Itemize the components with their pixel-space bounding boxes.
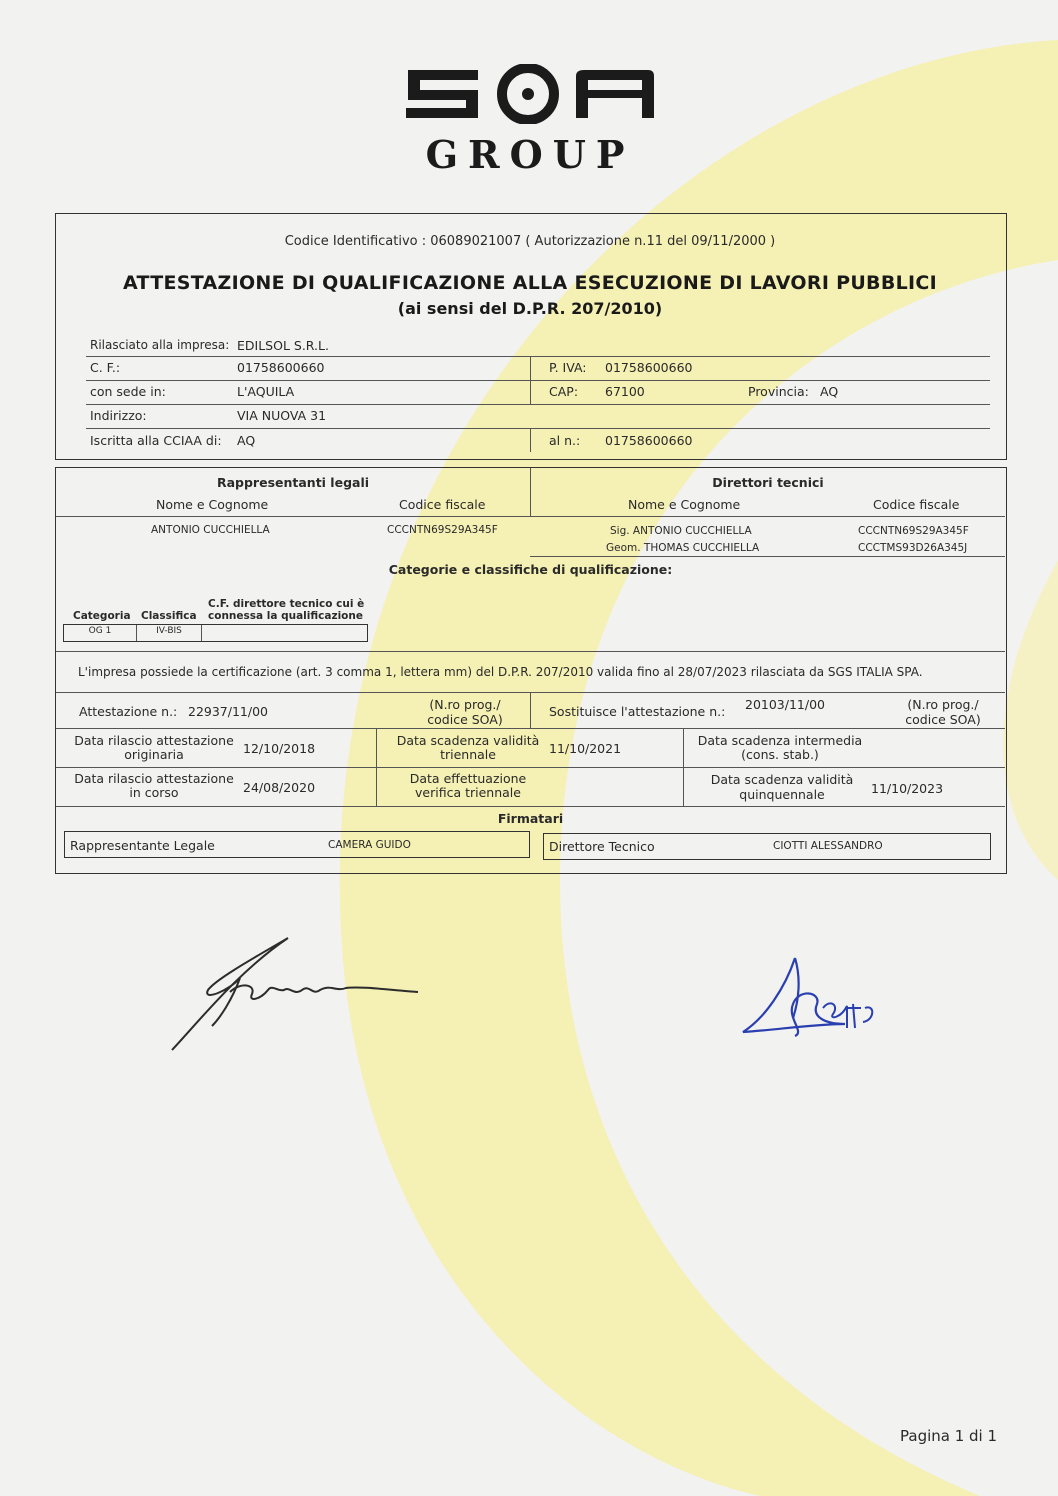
rappresentanti-title: Rappresentanti legali <box>216 475 370 490</box>
divider <box>530 356 531 380</box>
nro-prog-1b: codice SOA) <box>427 712 503 727</box>
data-scadenza-quinq-2: quinquennale <box>739 787 825 802</box>
sostituisce-label: Sostituisce l'attestazione n.: <box>549 704 726 719</box>
divider <box>86 356 990 357</box>
certificazione-text: L'impresa possiede la certificazione (art. 3 comma 1, lettera mm) del D.P.R. 207/2010 valida fino al 28/07/2023 rilasciata da SGS ITALIA SPA. <box>78 665 923 679</box>
signature-ciotti <box>735 948 880 1043</box>
nro-prog-1a: (N.ro prog./ <box>429 697 501 712</box>
nro-prog-2b: codice SOA) <box>905 712 981 727</box>
cciaa-label: Iscritta alla CCIAA di: <box>90 433 222 448</box>
attestazione-value: 22937/11/00 <box>188 704 268 719</box>
data-scadenza-trien-2: triennale <box>440 747 496 762</box>
categorie-col-classifica: Classifica <box>141 610 197 622</box>
page-title: ATTESTAZIONE DI QUALIFICAZIONE ALLA ESECUZIONE DI LAVORI PUBBLICI <box>122 272 938 294</box>
cf-label: C. F.: <box>90 360 121 375</box>
data-rilascio-corso-value: 24/08/2020 <box>243 780 316 795</box>
firmatario-rl-label: Rappresentante Legale <box>70 838 215 853</box>
data-verifica-2: verifica triennale <box>415 785 521 800</box>
data-scadenza-quinq-1: Data scadenza validità <box>710 772 854 787</box>
rilasciato-label: Rilasciato alla impresa: <box>90 338 230 352</box>
rappresentante-cf: CCCNTN69S29A345F <box>387 524 498 536</box>
direttori-col-nome: Nome e Cognome <box>628 497 741 512</box>
divider <box>56 516 1005 517</box>
codice-identificativo: Codice Identificativo : 06089021007 ( Autorizzazione n.11 del 09/11/2000 ) <box>284 234 776 249</box>
firmatario-rl-value: CAMERA GUIDO <box>328 839 411 851</box>
divider <box>86 404 990 405</box>
categorie-col-cf-1: C.F. direttore tecnico cui è <box>208 598 365 610</box>
firmatari-title: Firmatari <box>497 811 564 826</box>
page-subtitle: (ai sensi del D.P.R. 207/2010) <box>397 299 663 318</box>
rappresentante-nome: ANTONIO CUCCHIELLA <box>151 524 270 536</box>
data-scadenza-interm-1: Data scadenza intermedia <box>697 733 863 748</box>
data-rilascio-corso-2: in corso <box>129 785 179 800</box>
rilasciato-value: EDILSOL S.R.L. <box>237 338 329 353</box>
provincia-value: AQ <box>820 384 839 399</box>
data-verifica-1: Data effettuazione <box>409 771 527 786</box>
categorie-col-cf-2: connessa la qualificazione <box>208 610 363 622</box>
divider <box>530 380 531 404</box>
direttore-cf: CCCTMS93D26A345J <box>858 542 968 554</box>
direttore-cf: CCCNTN69S29A345F <box>858 525 969 537</box>
divider <box>86 380 990 381</box>
indirizzo-value: VIA NUOVA 31 <box>237 408 327 423</box>
aln-value: 01758600660 <box>605 433 693 448</box>
data-rilascio-orig-value: 12/10/2018 <box>243 741 316 756</box>
cap-value: 67100 <box>605 384 645 399</box>
categoria-value: OG 1 <box>88 626 112 636</box>
signature-camera <box>160 930 430 1060</box>
divider <box>56 767 1005 768</box>
data-rilascio-corso-1: Data rilascio attestazione <box>74 771 234 786</box>
data-scadenza-trien-value: 11/10/2021 <box>549 741 622 756</box>
piva-label: P. IVA: <box>549 360 587 375</box>
attestazione-label: Attestazione n.: <box>79 704 178 719</box>
cap-label: CAP: <box>549 384 579 399</box>
divider <box>56 806 1005 807</box>
cciaa-value: AQ <box>237 433 256 448</box>
cf-value: 01758600660 <box>237 360 325 375</box>
firmatario-dt-label: Direttore Tecnico <box>549 839 655 854</box>
categorie-title: Categorie e classifiche di qualificazione: <box>388 562 673 577</box>
aln-label: al n.: <box>549 433 581 448</box>
indirizzo-label: Indirizzo: <box>90 408 147 423</box>
divider <box>530 556 1005 557</box>
divider <box>530 428 531 452</box>
qualification-box <box>55 213 1007 460</box>
divider <box>530 692 531 728</box>
nro-prog-2a: (N.ro prog./ <box>907 697 979 712</box>
rappresentanti-col-nome: Nome e Cognome <box>156 497 269 512</box>
direttori-title: Direttori tecnici <box>712 475 824 490</box>
data-scadenza-quinq-value: 11/10/2023 <box>871 781 944 796</box>
provincia-label: Provincia: <box>748 384 809 399</box>
soa-logo <box>400 64 660 177</box>
direttore-nome: Sig. ANTONIO CUCCHIELLA <box>610 525 752 537</box>
page-number: Pagina 1 di 1 <box>900 1427 998 1445</box>
rappresentanti-col-cf: Codice fiscale <box>399 497 486 512</box>
data-rilascio-orig-1: Data rilascio attestazione <box>74 733 234 748</box>
data-scadenza-trien-1: Data scadenza validità <box>396 733 540 748</box>
direttore-nome: Geom. THOMAS CUCCHIELLA <box>606 542 760 554</box>
divider <box>56 651 1005 652</box>
data-scadenza-interm-2: (cons. stab.) <box>741 747 819 762</box>
classifica-value: IV-BIS <box>156 626 182 636</box>
firmatario-dt-value: CIOTTI ALESSANDRO <box>773 840 883 852</box>
divider <box>56 728 1005 729</box>
direttori-col-cf: Codice fiscale <box>873 497 960 512</box>
sede-value: L'AQUILA <box>237 384 295 399</box>
data-rilascio-orig-2: originaria <box>124 747 184 762</box>
soa-logo-mark <box>400 64 660 124</box>
sede-label: con sede in: <box>90 384 166 399</box>
logo-group-text: GROUP <box>425 132 635 177</box>
categorie-col-categoria: Categoria <box>73 610 131 622</box>
divider <box>86 428 990 429</box>
piva-value: 01758600660 <box>605 360 693 375</box>
sostituisce-value: 20103/11/00 <box>745 697 825 712</box>
divider <box>201 625 202 641</box>
